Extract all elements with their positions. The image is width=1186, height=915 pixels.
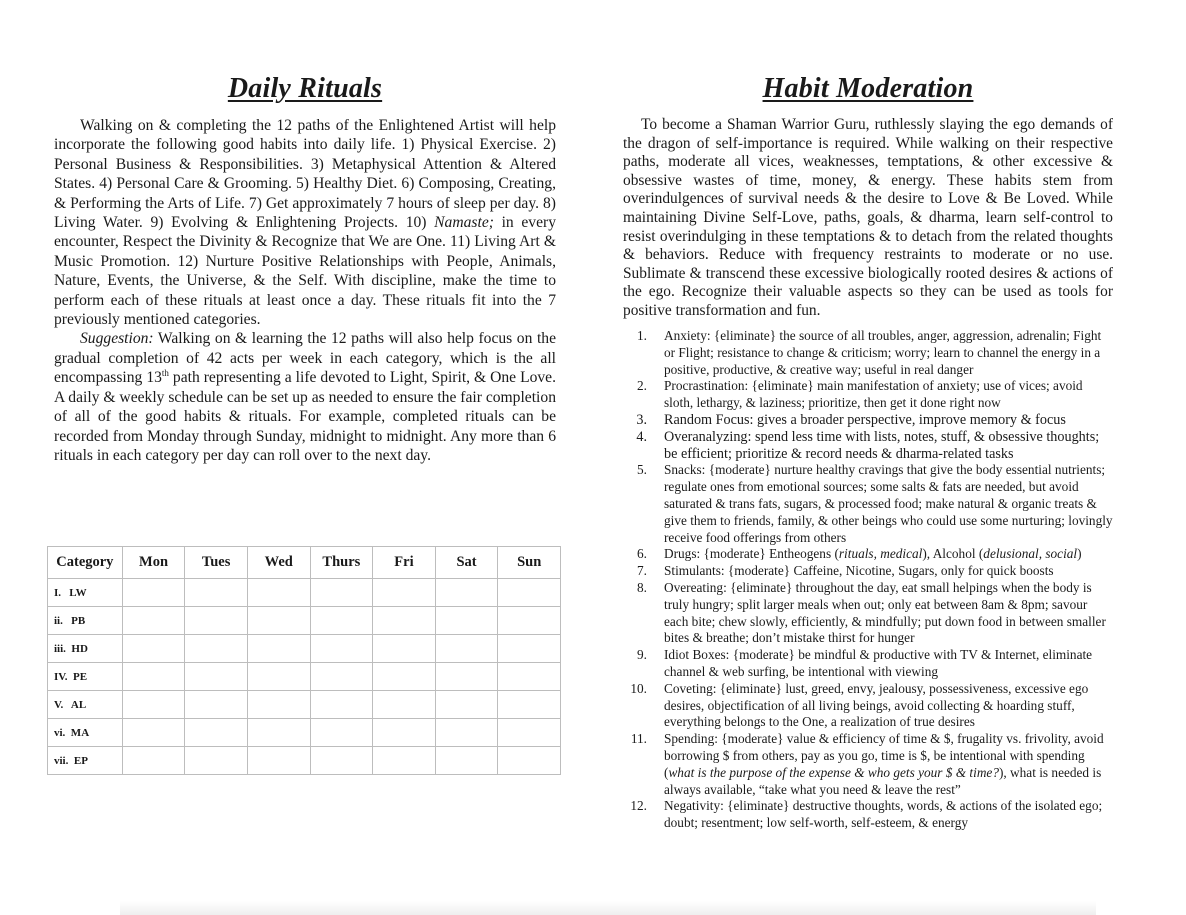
table-row [48,663,561,691]
table-header-row [48,547,561,579]
tracker-cell[interactable] [498,747,561,775]
table-row [48,691,561,719]
tracker-cell[interactable] [435,663,498,691]
tracker-cell[interactable] [498,579,561,607]
daily-rituals-title: Daily Rituals [227,73,383,104]
ritual-tracker-table [47,546,561,775]
tracker-cell[interactable] [122,691,185,719]
tracker-cell[interactable] [435,635,498,663]
table-row [48,747,561,775]
suggestion-text-a: Walking on & learning the 12 paths will also help focus on the gradual completion of 42 acts per week in each category, which is the all encompassing 13 [54,330,556,387]
tracker-cell[interactable] [373,579,436,607]
category-cell: IV. PE [48,663,123,691]
tracker-cell[interactable] [373,719,436,747]
tracker-cell[interactable] [435,607,498,635]
tracker-cell[interactable] [247,579,310,607]
suggestion-paragraph [54,329,556,465]
category-cell: I. LW [48,579,123,607]
tracker-cell[interactable] [185,747,248,775]
tracker-cell[interactable] [373,691,436,719]
tracker-cell[interactable] [122,663,185,691]
tracker-cell[interactable] [435,691,498,719]
tracker-cell[interactable] [498,691,561,719]
tracker-cell[interactable] [185,719,248,747]
tracker-cell[interactable] [247,663,310,691]
list-item: 7. Stimulants: {moderate} Caffeine, Nicotine, Sugars, only for quick boosts [637,563,1054,579]
tracker-cell[interactable] [373,663,436,691]
suggestion-label: Suggestion: [80,330,154,348]
tracker-cell[interactable] [498,607,561,635]
tracker-cell[interactable] [310,579,373,607]
tracker-cell[interactable] [373,747,436,775]
namaste-italic: Namaste; [434,214,494,232]
tracker-cell[interactable] [185,663,248,691]
header-day: Mon [122,547,185,579]
list-item: 10. Coveting: {eliminate} lust, greed, envy, jealousy, possessiveness, excessive ego desires, objectification of all living beings, avoid collecting & hoarding stuff, everything belongs to the One, a realization of true desires [630,680,1089,730]
list-item: 1. Anxiety: {eliminate} the source of all troubles, anger, aggression, adrenalin; Fight or Flight; resistance to change & criticism; worry; learn to channel the energy in a positive, productive, & creative way; useful in real danger [637,328,1102,377]
tracker-cell[interactable] [310,607,373,635]
tracker-cell[interactable] [247,607,310,635]
tracker-cell[interactable] [122,747,185,775]
header-category: Category [48,547,123,579]
header-day: Fri [373,547,436,579]
tracker-cell[interactable] [310,691,373,719]
intro-paragraph: To become a Shaman Warrior Guru, ruthlessly slaying the ego demands of the dragon of self-importance is required. While walking on their respective paths, moderate all vices, weaknesses, temptations, & other excessive & obsessive wastes of time, money, & energy. These habits stem from overindulgences of survival needs & the desire to Love & Be Loved. While maintaining Divine Self-Love, paths, goals, & dharma, learn self-control to resist overindulging in these temptations & to detach from the related thoughts & behaviors. Reduce with frequency restraints to moderate or no use. Sublimate & transcend these excessive biologically rooted desires & actions of the ego. Recognize their valuable aspects so they can be used as tools for positive transformation and fun. [623,116,1113,319]
tracker-cell[interactable] [373,635,436,663]
tracker-cell[interactable] [498,663,561,691]
tracker-cell[interactable] [185,635,248,663]
header-day: Wed [247,547,310,579]
list-item: 6. Drugs: {moderate} Entheogens (rituals, medical), Alcohol (delusional, social) [637,546,1082,562]
daily-rituals-body [54,116,556,465]
category-cell: V. AL [48,691,123,719]
tracker-cell[interactable] [247,719,310,747]
tracker-cell[interactable] [498,719,561,747]
tracker-cell[interactable] [435,579,498,607]
tracker-cell[interactable] [185,691,248,719]
table-row [48,635,561,663]
tracker-cell[interactable] [310,663,373,691]
tracker-cell[interactable] [498,635,561,663]
list-item: 4. Overanalyzing: spend less time with lists, notes, stuff, & obsessive thoughts; be efficient; prioritize & record needs & dharma-related tasks [636,428,1100,462]
tracker-cell[interactable] [310,635,373,663]
ordinal-suffix: th [161,368,169,379]
list-item: 8. Overeating: {eliminate} throughout the day, eat small helpings when the body is truly hungry; split larger meals when out; only eat between 8am & 8pm; savour each bite; chew slowly, efficiently, & mindfully; put down food in between smaller bites & breathe; don’t mistake thirst for hunger [637,579,1106,646]
habit-moderation-intro [623,116,1113,321]
tracker-cell[interactable] [247,747,310,775]
tracker-cell[interactable] [185,607,248,635]
tracker-cell[interactable] [310,719,373,747]
table-row [48,579,561,607]
category-cell: vi. MA [48,719,123,747]
tracker-cell[interactable] [247,691,310,719]
habit-moderation-title: Habit Moderation [762,73,974,104]
list-item: 12. Negativity: {eliminate} destructive thoughts, words, & actions of the isolated ego; doubt; resentment; low self-worth, self-esteem, & energy [630,798,1103,831]
table-row [48,719,561,747]
category-cell: iii. HD [48,635,123,663]
tracker-cell[interactable] [185,579,248,607]
tracker-cell[interactable] [310,747,373,775]
list-item: 9. Idiot Boxes: {moderate} be mindful & productive with TV & Internet, eliminate channel & web surfing, be intentional with viewing [637,647,1093,679]
rituals-text-a: Walking on & completing the 12 paths of the Enlightened Artist will help incorporate the following good habits into daily life. 1) Physical Exercise. 2) Personal Business & Responsibilities. 3) Metaphysical Attention & Altered States. 4) Personal Care & Grooming. 5) Healthy Diet. 6) Composing, Creating, & Performing the Arts of Life. 7) Get approximately 7 hours of sleep per day. 8) Living Water. 9) Evolving & Enlightening Projects. 10) [54,117,556,232]
page-bottom-shadow [120,901,1096,915]
list-item: 3. Random Focus: gives a broader perspective, improve memory & focus [636,411,1066,428]
tracker-cell[interactable] [122,719,185,747]
tracker-cell[interactable] [122,635,185,663]
tracker-cell[interactable] [122,607,185,635]
list-item: 2. Procrastination: {eliminate} main manifestation of anxiety; use of vices; avoid sloth, lethargy, & laziness; prioritize, then get it done right now [637,378,1083,411]
rituals-paragraph [54,116,556,329]
habit-list [623,328,1113,832]
category-cell: vii. EP [48,747,123,775]
tracker-cell[interactable] [435,747,498,775]
header-day: Thurs [310,547,373,579]
table-row [48,607,561,635]
tracker-cell[interactable] [373,607,436,635]
tracker-cell[interactable] [122,579,185,607]
header-day: Sat [435,547,498,579]
rituals-text-b: in every encounter, Respect the Divinity & Recognize that We are One. 11) Living Art & Music Promotion. 12) Nurture Positive Relationships with People, Animals, Nature, Events, the Universe, & the Self. With discipline, make the time to perform each of these rituals at least once a day. These rituals fit into the 7 previously mentioned categories. [54,214,556,329]
list-item: 5. Snacks: {moderate} nurture healthy cravings that give the body essential nutrients; regulate ones from emotional sources; some salts & fats are needed, but avoid saturated & trans fats, sugars, & processed food; make natural & organic treats & give them to friends, family, & other beings who could use some nurturing; lovingly receive food offerings from others [637,462,1113,545]
tracker-cell[interactable] [435,719,498,747]
tracker-cell[interactable] [247,635,310,663]
category-cell: ii. PB [48,607,123,635]
header-day: Sun [498,547,561,579]
list-item: 11. Spending: {moderate} value & efficiency of time & $, frugality vs. frivolity, avoid borrowing $ from others, pay as you go, time is $, be intentional with spending (what is the purpose of the expense & who gets your $ & time?), what is needed is always available, “take what you need & leave the rest” [630,731,1104,797]
suggestion-text-b: path representing a life devoted to Light, Spirit, & One Love. A daily & weekly schedule can be set up as needed to ensure the fair completion of all of the good habits & rituals. For example, completed rituals can be recorded from Monday through Sunday, midnight to midnight. Any more than 6 rituals in each category per day can roll over to the next day. [54,369,557,464]
header-day: Tues [185,547,248,579]
